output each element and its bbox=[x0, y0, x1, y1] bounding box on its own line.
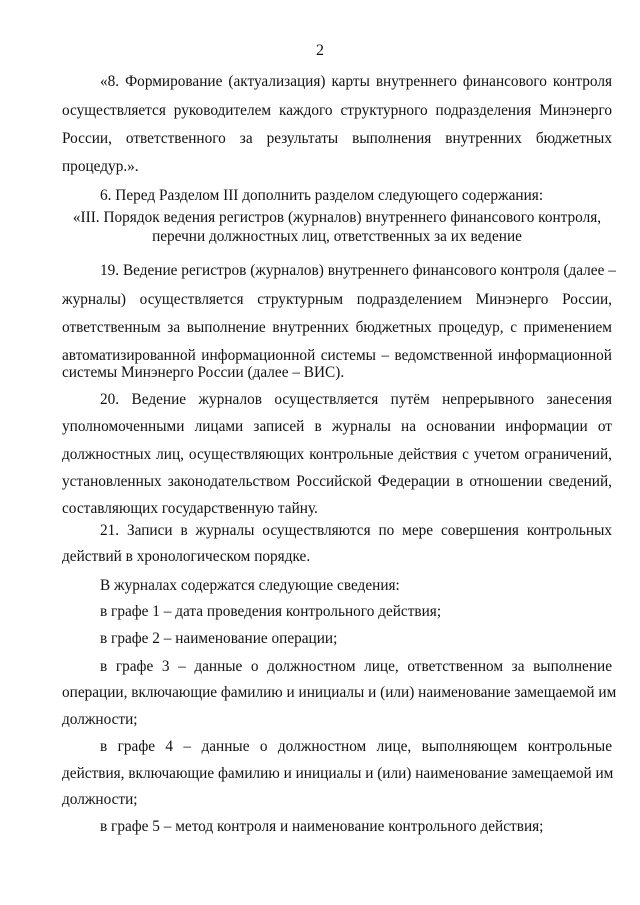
text-line: 19. Ведение регистров (журналов) внутреннего финансового контроля (далее – bbox=[100, 262, 616, 279]
section-heading-line: перечни должностных лиц, ответственных за их ведение bbox=[152, 228, 522, 245]
text-line: системы Минэнерго России (далее – ВИС). bbox=[62, 364, 345, 381]
text-line: процедур.». bbox=[62, 158, 139, 175]
text-line: должности; bbox=[62, 711, 138, 728]
text-line: России, ответственного за результаты выполнения внутренних бюджетных bbox=[62, 130, 612, 147]
text-line: операции, включающие фамилию и инициалы и (или) наименование замещаемой им bbox=[62, 684, 617, 701]
text-line: составляющих государственную тайну. bbox=[62, 500, 318, 517]
text-line: уполномоченными лицами записей в журналы на основании информации от bbox=[62, 418, 612, 435]
text-line: В журналах содержатся следующие сведения: bbox=[100, 577, 400, 594]
section-heading-line: «III. Порядок ведения регистров (журналов) внутреннего финансового контроля, bbox=[72, 209, 602, 226]
text-line: в графе 1 – дата проведения контрольного действия; bbox=[100, 603, 442, 620]
text-line: журналы) осуществляется структурным подразделением Минэнерго России, bbox=[62, 291, 612, 308]
page-number: 2 bbox=[316, 42, 324, 59]
text-line: 6. Перед Разделом III дополнить разделом следующего содержания: bbox=[100, 187, 544, 204]
text-line: 20. Ведение журналов осуществляется путём непрерывного занесения bbox=[100, 391, 612, 408]
text-line: в графе 4 – данные о должностном лице, выполняющем контрольные bbox=[100, 738, 612, 755]
text-line: в графе 5 – метод контроля и наименование контрольного действия; bbox=[100, 818, 544, 835]
text-line: действия, включающие фамилию и инициалы и (или) наименование замещаемой им bbox=[62, 765, 614, 782]
text-line: должности; bbox=[62, 791, 138, 808]
text-line: установленных законодательством Российской Федерации в отношении сведений, bbox=[62, 473, 612, 490]
text-line: должностных лиц, осуществляющих контрольные действия с учетом ограничений, bbox=[62, 446, 612, 463]
text-line: 21. Записи в журналы осуществляются по мере совершения контрольных bbox=[100, 522, 612, 539]
text-line: в графе 3 – данные о должностном лице, ответственном за выполнение bbox=[100, 658, 612, 675]
text-line: осуществляется руководителем каждого структурного подразделения Минэнерго bbox=[62, 102, 612, 119]
text-line: «8. Формирование (актуализация) карты внутреннего финансового контроля bbox=[100, 73, 612, 90]
text-line: автоматизированной информационной системы – ведомственной информационной bbox=[62, 347, 612, 364]
text-line: в графе 2 – наименование операции; bbox=[100, 630, 338, 647]
text-line: действий в хронологическом порядке. bbox=[62, 548, 311, 565]
text-line: ответственным за выполнение внутренних бюджетных процедур, с применением bbox=[62, 319, 612, 336]
